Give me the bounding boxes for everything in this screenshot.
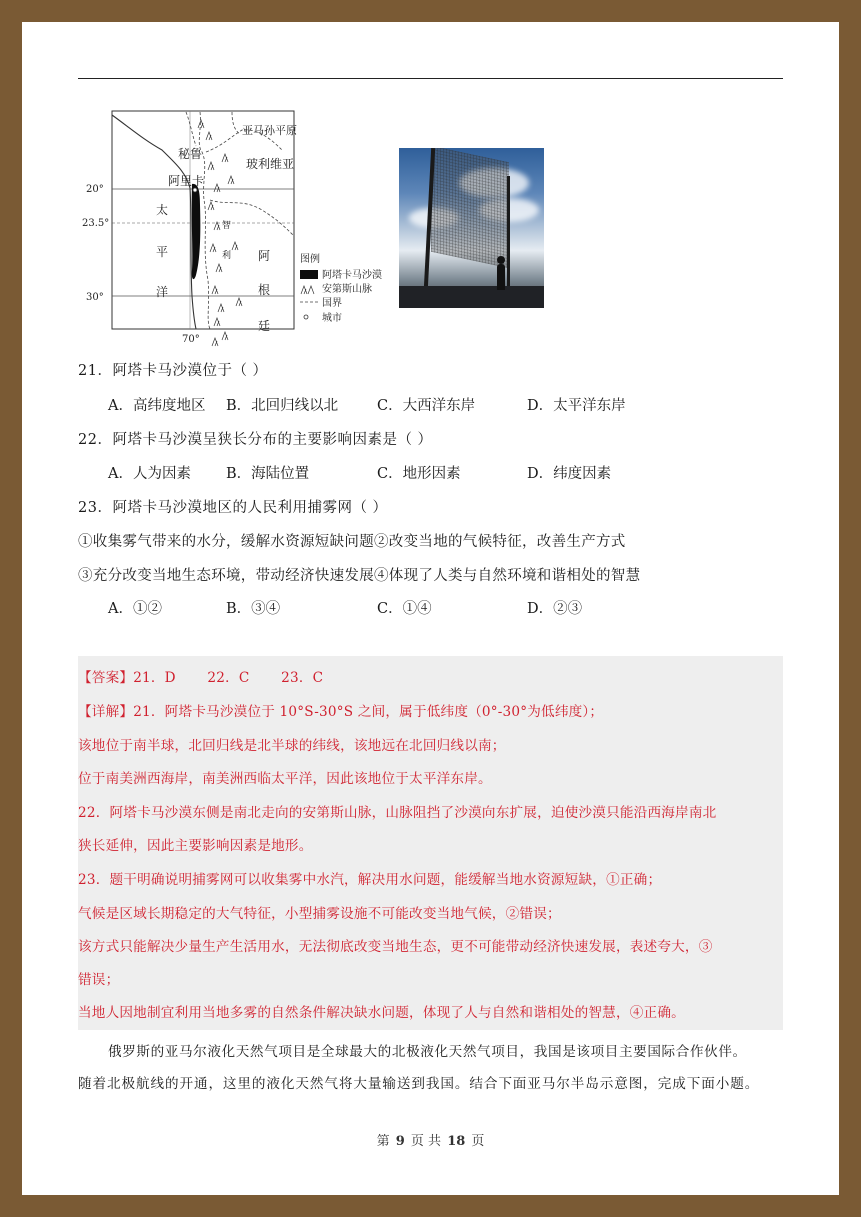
q23-option-c: C．①④ [377, 601, 432, 617]
legend-desert-swatch [300, 270, 318, 279]
q23-option-d: D．②③ [527, 601, 583, 617]
border-peru [186, 112, 196, 146]
detail-line-7: 气候是区域长期稳定的大气特征，小型捕雾设施不可能改变当地气候，②错误； [78, 906, 561, 922]
label-peru: 秘鲁 [178, 147, 203, 161]
q22-option-c: C．地形因素 [377, 466, 461, 482]
q21-option-a: A．高纬度地区 [108, 398, 206, 414]
label-amazon: 亚马孙平原 [242, 124, 297, 137]
passage-line-1: 俄罗斯的亚马尔液化天然气项目是全球最大的北极液化天然气项目，我国是该项目主要国际合作伙伴。 [108, 1044, 747, 1060]
detail-line-6: 23．题干明确说明捕雾网可以收集雾中水汽，解决用水问题，能缓解当地水资源短缺，①正确； [78, 872, 662, 888]
label-lon70: 70° [182, 334, 200, 345]
label-zhi: 智 [222, 221, 232, 231]
label-a: 阿 [258, 249, 271, 263]
detail-line-10: 当地人因地制宜利用当地多雾的自然条件解决缺水问题，体现了人与自然和谐相处的智慧，④正确。 [78, 1005, 685, 1021]
desert-shape [192, 184, 201, 279]
footer-total-pages: 18 [447, 1134, 466, 1149]
q23-option-a: A．①② [108, 601, 162, 617]
border-amazon [232, 112, 240, 134]
detail-line-4: 22．阿塔卡马沙漠东侧是南北走向的安第斯山脉，山脉阻挡了沙漠向东扩展，迫使沙漠只能沿西海岸南北 [78, 805, 717, 821]
arica-city-dot [193, 188, 197, 192]
andes-symbols [198, 120, 242, 346]
detail-line-8: 该方式只能解决少量生产生活用水，无法彻底改变当地生态，更不可能带动经济快速发展，表述夸大，③ [78, 939, 713, 955]
q23-statement-1: ①收集雾气带来的水分，缓解水资源短缺问题②改变当地的气候特征，改善生产方式 [78, 534, 626, 550]
q21-option-c: C．大西洋东岸 [377, 398, 476, 414]
atacama-map [82, 110, 402, 365]
question-22-stem: 22．阿塔卡马沙漠呈狭长分布的主要影响因素是（ ） [78, 432, 433, 448]
map-svg [82, 110, 402, 365]
question-21-stem: 21．阿塔卡马沙漠位于（ ） [78, 363, 268, 379]
label-arica: 阿里卡 [168, 174, 205, 188]
answer-line [78, 666, 323, 686]
answer-label: 【答案】 [78, 670, 134, 686]
detail-line-5: 狭长延伸，因此主要影响因素是地形。 [78, 838, 313, 854]
q21-option-b: B．北回归线以北 [226, 398, 339, 414]
detail-line-9: 错误； [78, 972, 120, 988]
label-ping: 平 [156, 245, 169, 259]
fog-net-photo [399, 148, 544, 308]
label-lat30: 30° [86, 292, 104, 303]
label-tai: 太 [156, 203, 169, 217]
page-footer [22, 1130, 839, 1149]
footer-page-number: 9 [395, 1134, 405, 1149]
question-23-stem: 23．阿塔卡马沙漠地区的人民利用捕雾网（ ） [78, 500, 388, 516]
detail-line-1 [78, 700, 603, 720]
footer-prefix: 第 [376, 1134, 390, 1149]
detail-label: 【详解】 [78, 704, 134, 720]
detail-line-2: 该地位于南半球，北回归线是北半球的纬线，该地远在北回归线以南； [78, 738, 506, 754]
header-rule [78, 78, 783, 79]
q22-option-d: D．纬度因素 [527, 466, 612, 482]
label-gen: 根 [258, 283, 271, 297]
answer-text: 21．D 22．C 23．C [133, 670, 324, 686]
document-page [22, 22, 839, 1195]
legend-border: 国界 [322, 298, 342, 309]
legend-title: 图例 [300, 254, 320, 265]
detail-text-1: 21．阿塔卡马沙漠位于 10°S-30°S 之间，属于低纬度（0°-30°为低纬度）； [133, 704, 604, 720]
q21-option-d: D．太平洋东岸 [527, 398, 626, 414]
q22-option-a: A．人为因素 [108, 466, 191, 482]
footer-suffix: 页 [471, 1134, 485, 1149]
label-li: 利 [222, 251, 232, 261]
label-bolivia: 玻利维亚 [246, 157, 295, 171]
legend-city-symbol [304, 315, 308, 319]
q23-statement-2: ③充分改变当地生态环境，带动经济快速发展④体现了人类与自然环境和谐相处的智慧 [78, 568, 641, 584]
legend-desert: 阿塔卡马沙漠 [322, 270, 382, 281]
legend-city: 城市 [322, 313, 342, 324]
legend-andes-symbol [301, 286, 314, 294]
border-chile [199, 112, 210, 329]
q23-option-b: B．③④ [226, 601, 281, 617]
label-yang: 洋 [156, 285, 169, 299]
label-lat20: 20° [86, 184, 104, 195]
legend-andes: 安第斯山脉 [322, 284, 372, 295]
passage-line-2: 随着北极航线的开通，这里的液化天然气将大量输送到我国。结合下面亚马尔半岛示意图，完成下面小题。 [78, 1076, 760, 1092]
q22-option-b: B．海陆位置 [226, 466, 310, 482]
footer-mid: 页 共 [410, 1134, 442, 1149]
detail-line-3: 位于南美洲西海岸，南美洲西临太平洋，因此该地位于太平洋东岸。 [78, 771, 492, 787]
label-lat235: 23.5° [82, 218, 110, 229]
label-ting: 廷 [258, 319, 271, 333]
